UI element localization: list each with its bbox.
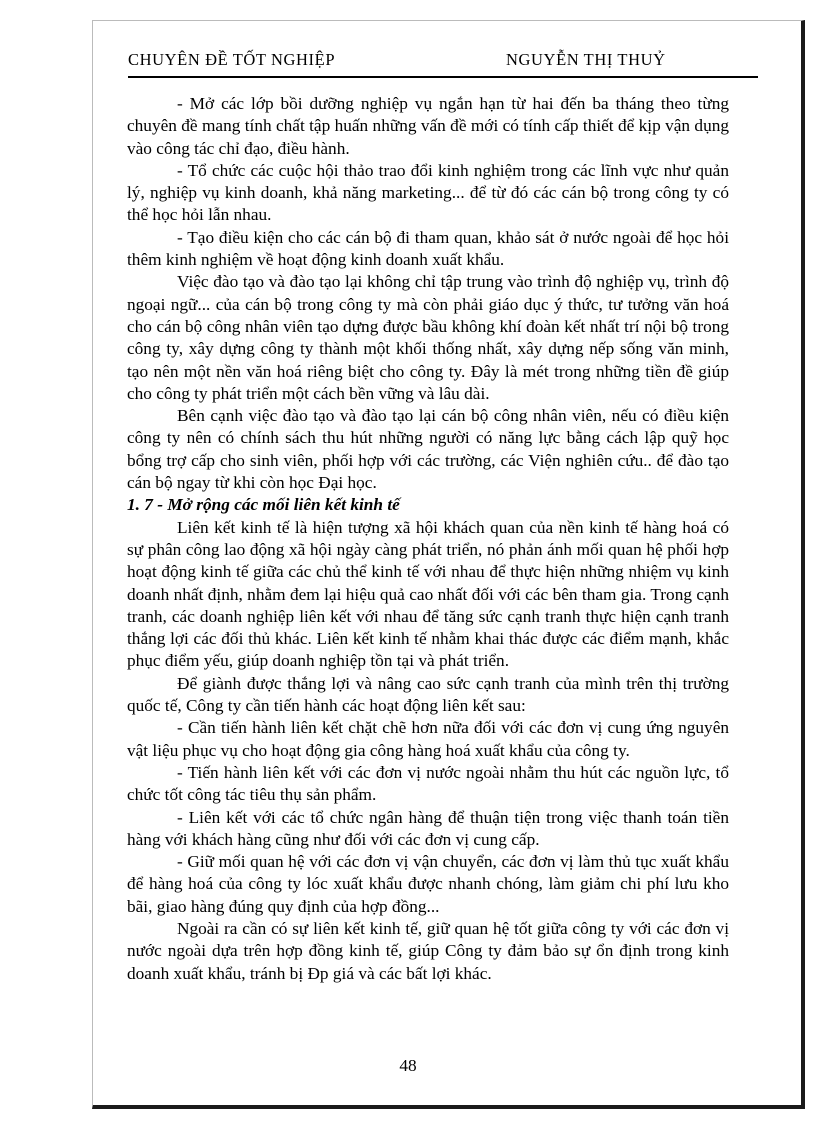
- paragraph: - Giữ mối quan hệ với các đơn vị vận chuyển, các đơn vị làm thủ tục xuất khẩu để hàng hoá của công ty lóc xuất khẩu được nhanh chóng, làm giảm chi phí lưu kho bãi, giao hàng đúng quy định của hợp đồng...: [127, 852, 729, 916]
- paragraph: Việc đào tạo và đào tạo lại không chỉ tập trung vào trình độ nghiệp vụ, trình độ ngoại ngữ... của cán bộ trong công ty mà còn phải giáo dục ý thức, tư tưởng văn hoá cho cán bộ công nhân viên tạo dựng được bầu không khí đoàn kết nhất trí nội bộ trong công ty, xây dựng công ty thành một khối thống nhất, xây dựng nếp sống văn minh, tạo nên một nền văn hoá riêng biệt cho công ty. Đây là mét trong những tiền đề giúp cho công ty phát triển một cách bền vững và lâu dài.: [127, 272, 729, 403]
- paragraph: - Tiến hành liên kết với các đơn vị nước ngoài nhằm thu hút các nguồn lực, tổ chức tốt công tác tiêu thụ sản phẩm.: [127, 762, 729, 805]
- paragraph: Để giành được thắng lợi và nâng cao sức cạnh tranh của mình trên thị trường quốc tế, Công ty cần tiến hành các hoạt động liên kết sau:: [127, 673, 729, 716]
- page-number: 48: [399, 1056, 417, 1075]
- paragraph: - Cần tiến hành liên kết chặt chẽ hơn nữa đối với các đơn vị cung ứng nguyên vật liệu phục vụ cho hoạt động gia công hàng hoá xuất khẩu của công ty.: [127, 718, 729, 760]
- paragraph: Ngoài ra cần có sự liên kết kinh tế, giữ quan hệ tốt giữa công ty với các đơn vị nước ngoài dựa trên hợp đồng kinh tế, giúp Công ty đảm bảo sự ổn định trong kinh doanh xuất khẩu, tránh bị Ðp giá và các bất lợi khác.: [127, 918, 729, 983]
- paragraph: - Tạo điều kiện cho các cán bộ đi tham quan, khảo sát ở nước ngoài để học hỏi thêm kinh nghiệm về hoạt động kinh doanh xuất khẩu.: [127, 227, 729, 270]
- paragraph: Liên kết kinh tế là hiện tượng xã hội khách quan của nền kinh tế hàng hoá có sự phân công lao động xã hội ngày càng phát triển, nó phản ánh mối quan hệ phối hợp hoạt động kinh tế giữa các chủ thể kinh tế với nhau để thực hiện những nhiệm vụ kinh doanh nhất định, nhằm đem lại hiệu quả cao nhất đối với các bên tham gia. Trong cạnh tranh, các doanh nghiệp liên kết với nhau để tăng sức cạnh tranh thực hiện cạnh tranh thắng lợi các đối thủ khác. Liên kết kinh tế nhằm khai thác được các điểm mạnh, khắc phục điểm yếu, giúp doanh nghiệp tồn tại và phát triển.: [127, 517, 729, 671]
- paragraph: Bên cạnh việc đào tạo và đào tạo lại cán bộ công nhân viên, nếu có điều kiện công ty nên có chính sách thu hút những người có năng lực bằng cách lập quỹ học bổng trợ cấp cho sinh viên, phối hợp với các trường, các Viện nghiên cứu.. để đào tạo cán bộ ngay từ khi còn học Đại học.: [127, 406, 729, 493]
- paragraph: - Mở các lớp bồi dưỡng nghiệp vụ ngắn hạn từ hai đến ba tháng theo từng chuyên đề mang tính chất tập huấn những vấn đề mới có tính cấp thiết để kịp vận dụng vào công tác chỉ đạo, điều hành.: [127, 94, 729, 158]
- header-title: CHUYÊN ĐỀ TỐT NGHIỆP: [128, 50, 336, 69]
- section-heading: 1. 7 - Mở rộng các mối liên kết kinh tế: [127, 495, 400, 515]
- header-author: NGUYỄN THỊ THUỶ: [506, 50, 666, 69]
- page-header: [128, 48, 758, 78]
- document-body: [127, 93, 729, 985]
- paragraph: - Tổ chức các cuộc hội thảo trao đổi kinh nghiệm trong các lĩnh vực như quản lý, nghiệp vụ kinh doanh, khả năng marketing... để từ đó các cán bộ trong công ty có thể học hỏi lẫn nhau.: [127, 160, 729, 225]
- paragraph: - Liên kết với các tổ chức ngân hàng để thuận tiện trong việc thanh toán tiền hàng với khách hàng cũng như đối với các đơn vị cung cấp.: [127, 807, 729, 849]
